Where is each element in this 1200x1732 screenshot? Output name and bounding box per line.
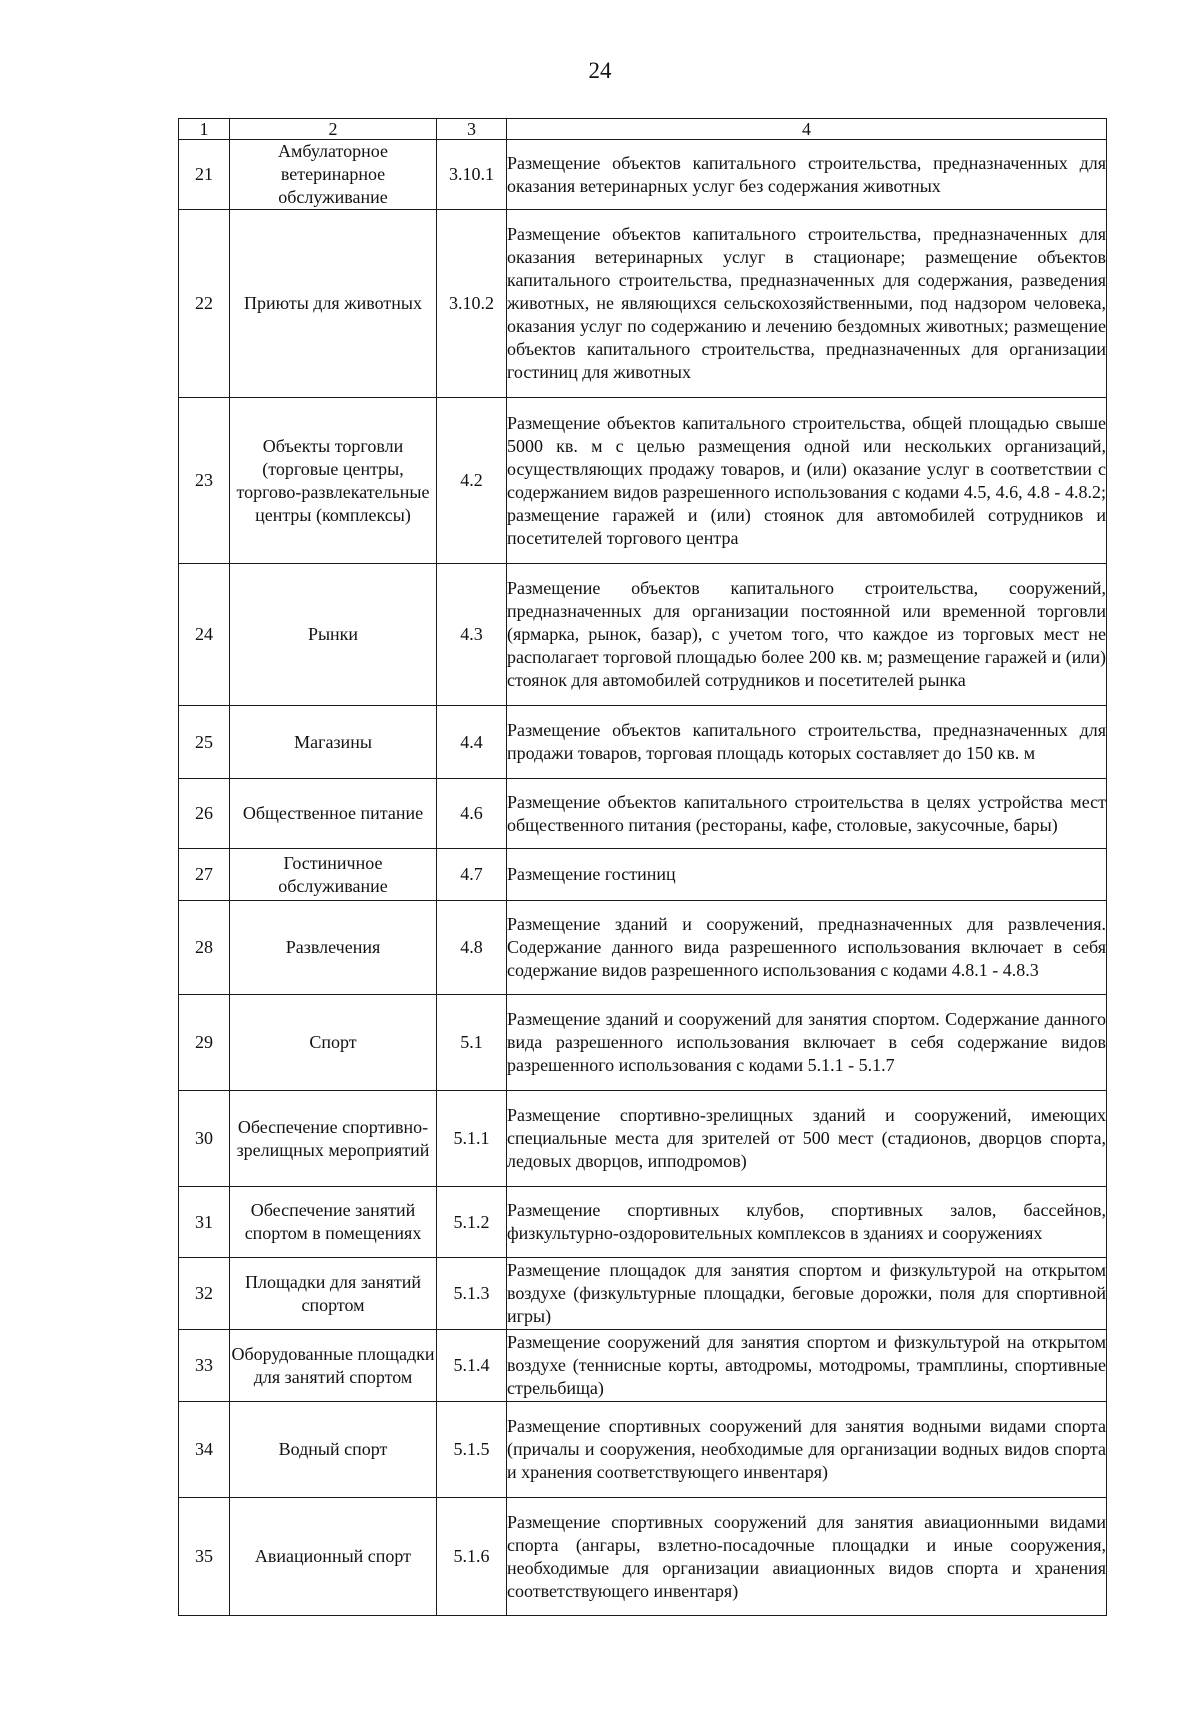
row-name: Рынки xyxy=(230,564,437,706)
row-name: Гостиничное обслуживание xyxy=(230,849,437,901)
table-row xyxy=(179,995,1107,1091)
header-col-2: 2 xyxy=(230,119,437,140)
row-name: Амбулаторное ветеринарное обслуживание xyxy=(230,140,437,210)
row-number: 24 xyxy=(179,564,230,706)
table-row xyxy=(179,564,1107,706)
row-code: 5.1.3 xyxy=(437,1258,507,1330)
row-number: 27 xyxy=(179,849,230,901)
row-name: Объекты торговли (торговые центры, торгово-развлекательные центры (комплексы) xyxy=(230,398,437,564)
table-row xyxy=(179,901,1107,995)
row-name: Приюты для животных xyxy=(230,210,437,398)
row-number: 25 xyxy=(179,706,230,779)
table-row xyxy=(179,779,1107,849)
row-code: 5.1 xyxy=(437,995,507,1091)
row-description: Размещение зданий и сооружений, предназначенных для развлечения. Содержание данного вида разрешенного использования включает в себя содержание видов разрешенного использования с кодами 4.8.1 - 4.8.3 xyxy=(507,901,1107,995)
row-name: Спорт xyxy=(230,995,437,1091)
row-number: 33 xyxy=(179,1330,230,1402)
row-name: Общественное питание xyxy=(230,779,437,849)
header-col-3: 3 xyxy=(437,119,507,140)
row-description: Размещение объектов капитального строительства, сооружений, предназначенных для организации постоянной или временной торговли (ярмарка, рынок, базар), с учетом того, что каждое из торговых мест не располагает торговой площадью более 200 кв. м; размещение гаражей и (или) стоянок для автомобилей сотрудников и посетителей рынка xyxy=(507,564,1107,706)
table-row xyxy=(179,1258,1107,1330)
row-number: 32 xyxy=(179,1258,230,1330)
row-name: Водный спорт xyxy=(230,1402,437,1498)
row-description: Размещение гостиниц xyxy=(507,849,1107,901)
row-number: 23 xyxy=(179,398,230,564)
row-number: 29 xyxy=(179,995,230,1091)
page-number: 24 xyxy=(588,58,612,83)
row-name: Оборудованные площадки для занятий спортом xyxy=(230,1330,437,1402)
header-col-1: 1 xyxy=(179,119,230,140)
row-code: 4.4 xyxy=(437,706,507,779)
header-col-4: 4 xyxy=(507,119,1107,140)
table-row xyxy=(179,210,1107,398)
table-row xyxy=(179,140,1107,210)
table-header-row xyxy=(179,119,1107,140)
row-description: Размещение зданий и сооружений для занятия спортом. Содержание данного вида разрешенного использования включает в себя содержание видов разрешенного использования с кодами 5.1.1 - 5.1.7 xyxy=(507,995,1107,1091)
land-use-table xyxy=(178,118,1107,1616)
table-row xyxy=(179,706,1107,779)
row-code: 3.10.2 xyxy=(437,210,507,398)
row-description: Размещение площадок для занятия спортом и физкультурой на открытом воздухе (физкультурные площадки, беговые дорожки, поля для спортивной игры) xyxy=(507,1258,1107,1330)
row-number: 21 xyxy=(179,140,230,210)
row-description: Размещение объектов капитального строительства в целях устройства мест общественного питания (рестораны, кафе, столовые, закусочные, бары) xyxy=(507,779,1107,849)
table-row xyxy=(179,398,1107,564)
table-row xyxy=(179,1330,1107,1402)
table-row xyxy=(179,1187,1107,1258)
row-number: 22 xyxy=(179,210,230,398)
row-number: 35 xyxy=(179,1498,230,1616)
row-code: 4.8 xyxy=(437,901,507,995)
row-code: 4.3 xyxy=(437,564,507,706)
row-code: 5.1.4 xyxy=(437,1330,507,1402)
table-row xyxy=(179,1498,1107,1616)
row-name: Площадки для занятий спортом xyxy=(230,1258,437,1330)
row-code: 5.1.2 xyxy=(437,1187,507,1258)
row-description: Размещение спортивных сооружений для занятия авиационными видами спорта (ангары, взлетно-посадочные площадки и иные сооружения, необходимые для организации авиационных видов спорта и хранения соответствующего инвентаря) xyxy=(507,1498,1107,1616)
row-description: Размещение объектов капитального строительства, предназначенных для оказания ветеринарных услуг без содержания животных xyxy=(507,140,1107,210)
row-description: Размещение спортивно-зрелищных зданий и сооружений, имеющих специальные места для зрителей от 500 мест (стадионов, дворцов спорта, ледовых дворцов, ипподромов) xyxy=(507,1091,1107,1187)
row-code: 4.2 xyxy=(437,398,507,564)
row-description: Размещение объектов капитального строительства, общей площадью свыше 5000 кв. м с целью размещения одной или нескольких организаций, осуществляющих продажу товаров, и (или) оказание услуг в соответствии с содержанием видов разрешенного использования с кодами 4.5, 4.6, 4.8 - 4.8.2; размещение гаражей и (или) стоянок для автомобилей сотрудников и посетителей торгового центра xyxy=(507,398,1107,564)
table-row xyxy=(179,849,1107,901)
row-code: 5.1.6 xyxy=(437,1498,507,1616)
row-name: Авиационный спорт xyxy=(230,1498,437,1616)
row-name: Обеспечение занятий спортом в помещениях xyxy=(230,1187,437,1258)
row-name: Обеспечение спортивно-зрелищных мероприятий xyxy=(230,1091,437,1187)
row-code: 4.7 xyxy=(437,849,507,901)
row-description: Размещение сооружений для занятия спортом и физкультурой на открытом воздухе (теннисные корты, автодромы, мотодромы, трамплины, спортивные стрельбища) xyxy=(507,1330,1107,1402)
row-number: 26 xyxy=(179,779,230,849)
row-description: Размещение спортивных клубов, спортивных залов, бассейнов, физкультурно-оздоровительных комплексов в зданиях и сооружениях xyxy=(507,1187,1107,1258)
row-description: Размещение объектов капитального строительства, предназначенных для оказания ветеринарных услуг в стационаре; размещение объектов капитального строительства, предназначенных для содержания, разведения животных, не являющихся сельскохозяйственными, под надзором человека, оказания услуг по содержанию и лечению бездомных животных; размещение объектов капитального строительства, предназначенных для организации гостиниц для животных xyxy=(507,210,1107,398)
table-row xyxy=(179,1091,1107,1187)
row-name: Развлечения xyxy=(230,901,437,995)
row-number: 31 xyxy=(179,1187,230,1258)
row-description: Размещение объектов капитального строительства, предназначенных для продажи товаров, торговая площадь которых составляет до 150 кв. м xyxy=(507,706,1107,779)
row-number: 34 xyxy=(179,1402,230,1498)
row-number: 28 xyxy=(179,901,230,995)
row-number: 30 xyxy=(179,1091,230,1187)
row-code: 5.1.5 xyxy=(437,1402,507,1498)
row-code: 4.6 xyxy=(437,779,507,849)
row-description: Размещение спортивных сооружений для занятия водными видами спорта (причалы и сооружения, необходимые для организации водных видов спорта и хранения соответствующего инвентаря) xyxy=(507,1402,1107,1498)
row-code: 3.10.1 xyxy=(437,140,507,210)
row-code: 5.1.1 xyxy=(437,1091,507,1187)
row-name: Магазины xyxy=(230,706,437,779)
table-row xyxy=(179,1402,1107,1498)
